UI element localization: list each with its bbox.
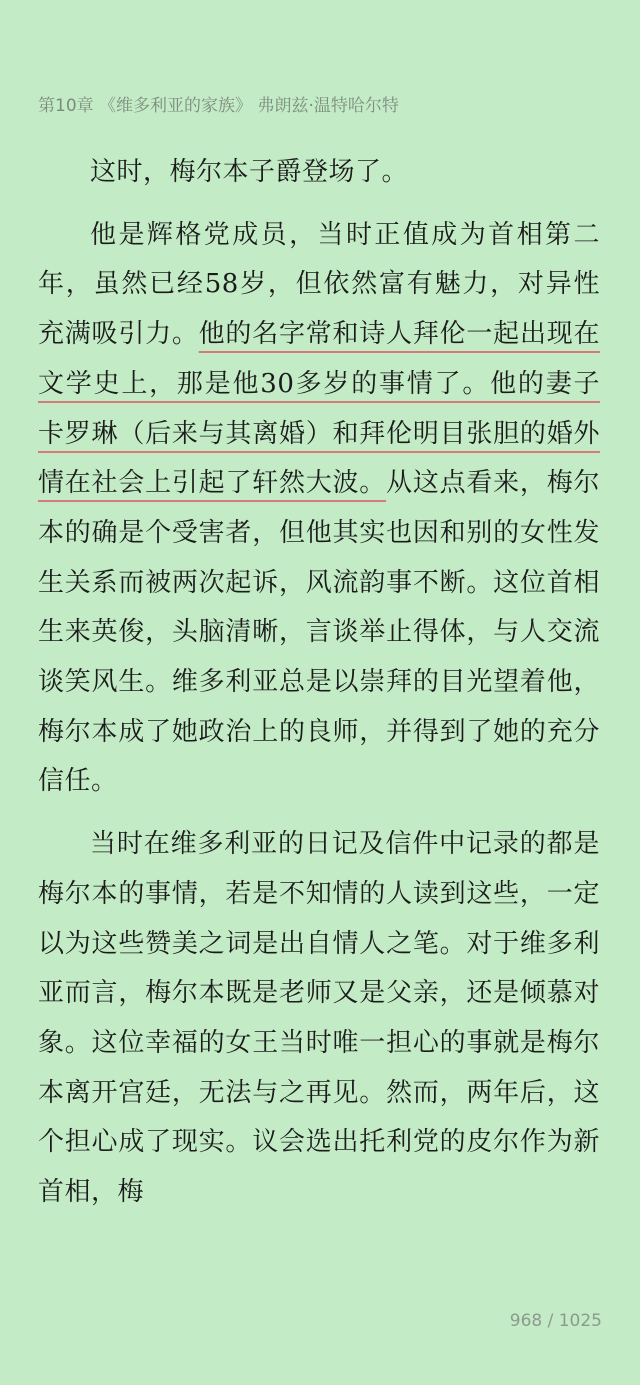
text-segment: 这时，梅尔本子爵登场了。 [90, 157, 409, 187]
paragraph-1 [38, 148, 600, 198]
highlighted-passage[interactable]: 他的名字常和诗人拜伦一起出现在文学史上，那是他30多岁的事情了。他的妻子卡罗琳（后来与其离婚）和拜伦明目张胆的婚外情在社会上引起了轩然大波。 [38, 319, 600, 499]
text-segment: 当时在维多利亚的日记及信件中记录的都是梅尔本的事情，若是不知情的人读到这些，一定以为这些赞美之词是出自情人之笔。对于维多利亚而言，梅尔本既是老师又是父亲，还是倾慕对象。这位幸福的女王当时唯一担心的事就是梅尔本离开宫廷，无法与之再见。然而，两年后，这个担心成了现实。议会选出托利党的皮尔作为新首相，梅 [38, 829, 600, 1208]
chapter-title: 第10章 《维多利亚的家族》 弗朗兹·温特哈尔特 [38, 96, 399, 116]
paragraph-3 [38, 820, 600, 1218]
page-counter: 968 / 1025 [509, 1311, 602, 1331]
text-segment: 从这点看来，梅尔本的确是个受害者，但他其实也因和别的女性发生关系而被两次起诉，风流韵事不断。这位首相生来英俊，头脑清晰，言谈举止得体，与人交流谈笑风生。维多利亚总是以崇拜的目光望着他，梅尔本成了她政治上的良师，并得到了她的充分信任。 [38, 468, 600, 797]
reading-text [38, 148, 600, 1218]
paragraph-2 [38, 211, 600, 807]
text-segment: 他是辉格党成员，当时正值成为首相第二年，虽然已经58岁，但依然富有魅力，对异性充满吸引力。 [38, 219, 600, 350]
